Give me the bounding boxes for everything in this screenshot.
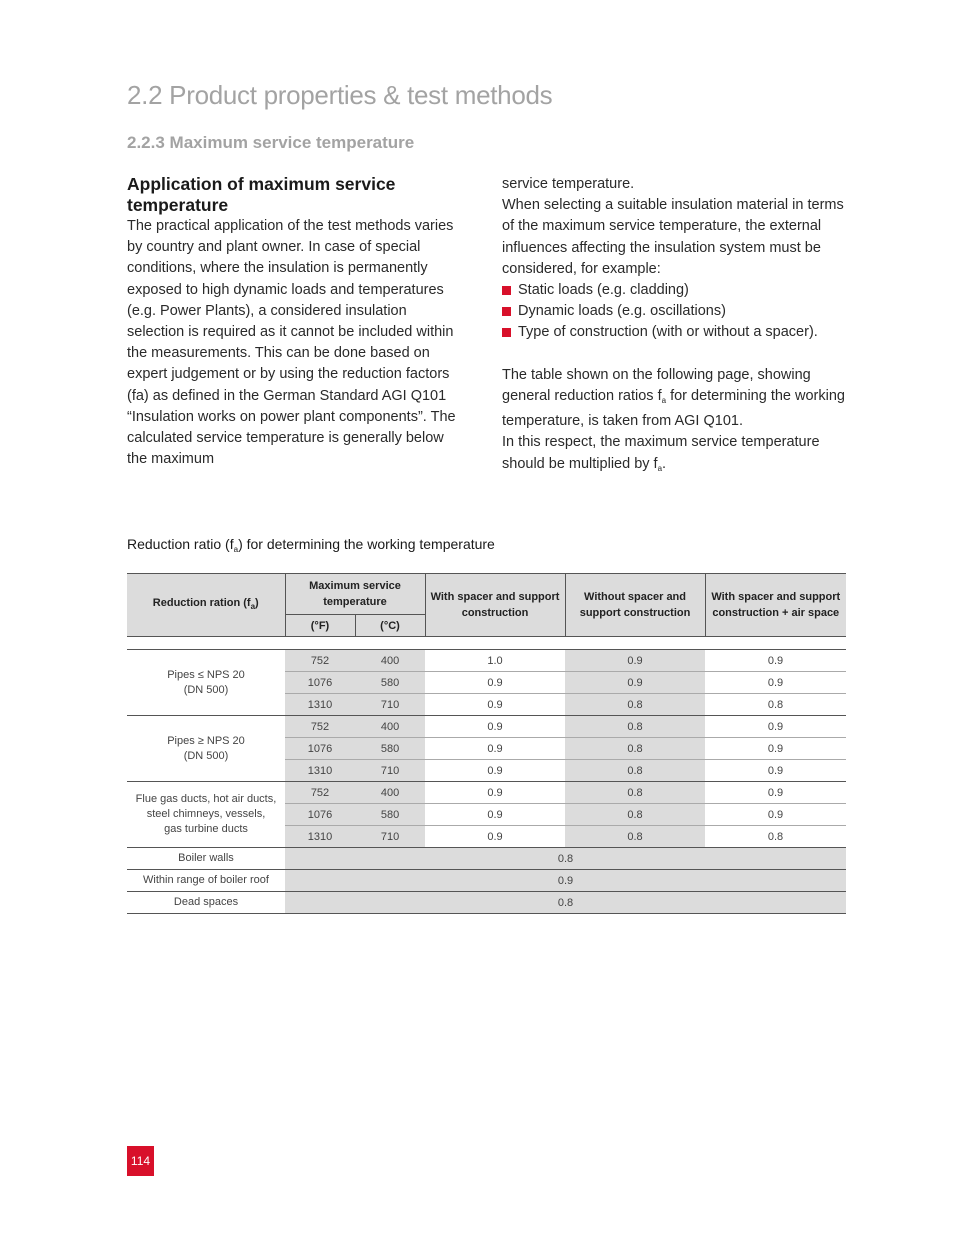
right-column [502, 174, 852, 479]
right-para-4: In this respect, the maximum service temperature should be multiplied by $f_a$. [502, 434, 820, 473]
cell-f: 1076 [285, 804, 355, 826]
section-subtitle: 2.2.3 Maximum service temperature [127, 133, 415, 152]
page-number: 114 [127, 1146, 154, 1176]
cell-c: 400 [355, 650, 425, 672]
header-max-temp: Maximum service temperature [285, 574, 425, 615]
cell-with: 0.9 [425, 804, 565, 826]
cell-c: 400 [355, 716, 425, 738]
cell-c: 580 [355, 738, 425, 760]
cell-c: 710 [355, 826, 425, 848]
table-row [127, 848, 846, 870]
cell-air: 0.9 [705, 716, 846, 738]
cell-air: 0.9 [705, 760, 846, 782]
row-label: Within range of boiler roof [127, 870, 285, 892]
cell-without: 0.8 [565, 782, 705, 804]
right-para-1: service temperature. [502, 176, 635, 192]
header-without-spacer: Without spacer and support construction [565, 574, 705, 637]
table-row [127, 782, 846, 804]
cell-f: 752 [285, 716, 355, 738]
cell-without: 0.8 [565, 738, 705, 760]
left-column [127, 174, 463, 470]
cell-f: 1310 [285, 760, 355, 782]
cell-f: 1076 [285, 672, 355, 694]
cell-c: 710 [355, 694, 425, 716]
application-heading: Application of maximum service temperature [127, 174, 396, 215]
cell-air: 0.9 [705, 672, 846, 694]
reduction-ratio-table [127, 573, 846, 914]
row-label: Boiler walls [127, 848, 285, 870]
table-row [127, 716, 846, 738]
cell-c: 580 [355, 804, 425, 826]
cell-without: 0.9 [565, 650, 705, 672]
cell-without: 0.8 [565, 694, 705, 716]
cell-c: 580 [355, 672, 425, 694]
cell-air: 0.9 [705, 738, 846, 760]
influences-list [502, 280, 852, 344]
cell-f: 1310 [285, 826, 355, 848]
cell-with: 0.9 [425, 738, 565, 760]
cell-without: 0.8 [565, 804, 705, 826]
right-para-2: When selecting a suitable insulation material in terms of the maximum service temperature, the external influences affecting the insulation system must be considered, for example: [502, 197, 844, 277]
header-with-spacer: With spacer and support construction [425, 574, 565, 637]
cell-f: 1310 [285, 694, 355, 716]
cell-with: 0.9 [425, 716, 565, 738]
header-with-spacer-air: With spacer and support construction + air space [705, 574, 846, 637]
right-para-3: The table shown on the following page, showing general reduction ratios $f_a$ for determining the working temperature, is taken from AGI Q101. [502, 366, 845, 430]
cell-f: 1076 [285, 738, 355, 760]
cell-with: 0.9 [425, 826, 565, 848]
list-item: Dynamic loads (e.g. oscillations) [502, 301, 852, 322]
header-reduction-ratio: Reduction ration $(f_a)$ [127, 574, 285, 637]
group-label: Pipes ≤ NPS 20 (DN 500) [127, 650, 285, 716]
cell-with: 0.9 [425, 760, 565, 782]
row-label: Dead spaces [127, 892, 285, 914]
cell-without: 0.9 [565, 672, 705, 694]
cell-value: 0.8 [285, 892, 846, 914]
table-row [127, 892, 846, 914]
list-item: Static loads (e.g. cladding) [502, 280, 852, 301]
table-caption: Reduction ratio $(f_a)$ for determining the working temperature [127, 536, 495, 554]
cell-air: 0.9 [705, 782, 846, 804]
table-row [127, 650, 846, 672]
cell-c: 400 [355, 782, 425, 804]
cell-value: 0.8 [285, 848, 846, 870]
table-row [127, 870, 846, 892]
list-item: Type of construction (with or without a spacer). [502, 322, 852, 343]
cell-air: 0.8 [705, 826, 846, 848]
header-unit-f: (°F) [285, 615, 355, 637]
group-label: Pipes ≥ NPS 20 (DN 500) [127, 716, 285, 782]
cell-air: 0.9 [705, 650, 846, 672]
cell-with: 0.9 [425, 782, 565, 804]
cell-without: 0.8 [565, 826, 705, 848]
page-title: 2.2 Product properties & test methods [127, 80, 553, 110]
group-label: Flue gas ducts, hot air ducts, steel chimneys, vessels, gas turbine ducts [127, 782, 285, 848]
cell-with: 0.9 [425, 694, 565, 716]
cell-without: 0.8 [565, 716, 705, 738]
header-unit-c: (°C) [355, 615, 425, 637]
cell-c: 710 [355, 760, 425, 782]
cell-with: 0.9 [425, 672, 565, 694]
application-body: The practical application of the test methods varies by country and plant owner. In case of special conditions, where the insulation is permanently exposed to high dynamic loads and temperatures (e.g. Power Plants), a considered insulation selection is required as it cannot be included within the measurements. This can be done based on expert judgement or by using the reduction factors (fa) as defined in the German Standard AGI Q101 “Insulation works on power plant components”. The calculated service temperature is generally below the maximum [127, 218, 456, 468]
cell-air: 0.8 [705, 694, 846, 716]
cell-value: 0.9 [285, 870, 846, 892]
cell-with: 1.0 [425, 650, 565, 672]
cell-f: 752 [285, 782, 355, 804]
cell-f: 752 [285, 650, 355, 672]
cell-without: 0.8 [565, 760, 705, 782]
cell-air: 0.9 [705, 804, 846, 826]
